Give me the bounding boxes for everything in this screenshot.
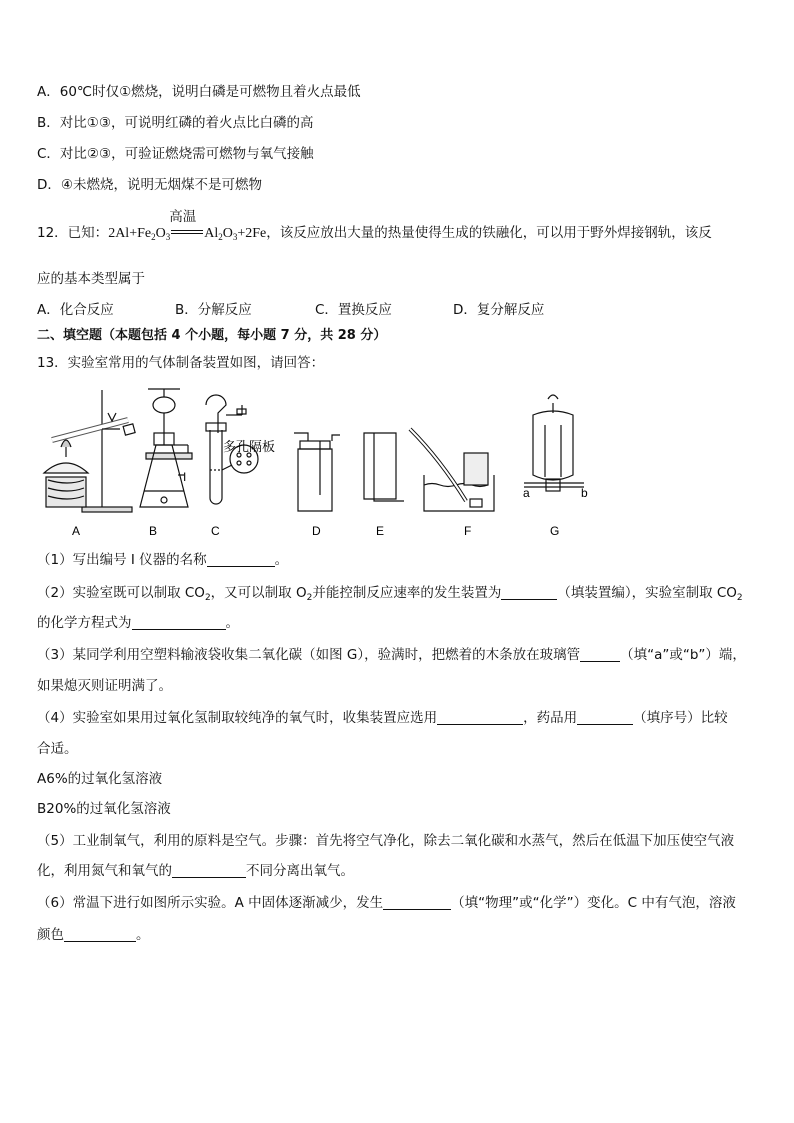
part5-text: 化，利用氮气和氧气的 bbox=[37, 863, 172, 879]
part6-text: （填“物理”或“化学”）变化。C 中有气泡，溶液 bbox=[451, 895, 736, 911]
subscript: 3 bbox=[165, 232, 171, 242]
reactants: 2Al+Fe bbox=[108, 226, 152, 241]
subscript: 2 bbox=[204, 593, 211, 603]
subscript: 2 bbox=[151, 232, 156, 242]
part2-text: （2）实验室既可以制取 CO bbox=[37, 585, 205, 601]
answer-blank[interactable] bbox=[437, 710, 523, 725]
reaction-condition: 高温 bbox=[169, 209, 197, 225]
part2-text: 并能控制反应速率的发生装置为 bbox=[312, 585, 502, 601]
label-i: I bbox=[183, 470, 187, 484]
answer-blank[interactable] bbox=[172, 863, 246, 878]
subscript: 3 bbox=[232, 232, 238, 242]
q13-part4-option-b: B20%的过氧化氢溶液 bbox=[37, 801, 171, 817]
part2-text: ，又可以制取 O bbox=[210, 585, 307, 601]
part4-text: （4）实验室如果用过氧化氢制取较纯净的氧气时，收集装置应选用 bbox=[37, 710, 438, 726]
q11-option-d: D．④未燃烧，说明无烟煤不是可燃物 bbox=[37, 177, 262, 193]
answer-blank[interactable] bbox=[383, 895, 451, 910]
figure-letter-e: E bbox=[376, 524, 385, 538]
part4-text: （填序号）比较 bbox=[633, 710, 728, 726]
figure-letter-b: B bbox=[149, 524, 158, 538]
porous-plate-label: 多孔隔板 bbox=[223, 439, 276, 454]
answer-blank[interactable] bbox=[501, 585, 557, 600]
answer-blank[interactable] bbox=[577, 710, 633, 725]
figure-letter-f: F bbox=[464, 524, 472, 538]
q13-part2 bbox=[37, 584, 743, 607]
figure-letter-d: D bbox=[312, 524, 321, 538]
part6-text: （6）常温下进行如图所示实验。A 中固体逐渐减少，发生 bbox=[37, 895, 384, 911]
q13-part5-line2 bbox=[37, 862, 354, 880]
apparatus-e bbox=[364, 433, 404, 501]
q11-option-c: C．对比②③，可验证燃烧需可燃物与氧气接触 bbox=[37, 146, 314, 162]
figure-letter-c: C bbox=[211, 524, 220, 538]
product-o: O bbox=[222, 226, 233, 241]
q13-part6-line2 bbox=[37, 926, 150, 944]
part1-text: （1）写出编号 I 仪器的名称 bbox=[37, 552, 207, 568]
part4-text: ，药品用 bbox=[523, 710, 578, 726]
answer-blank[interactable] bbox=[64, 927, 136, 942]
figure-letter-g: G bbox=[550, 524, 560, 538]
reaction-equation bbox=[108, 209, 267, 242]
part3-text: （3）某同学利用空塑料输液袋收集二氧化碳（如图 G），验满时，把燃着的木条放在玻璃管 bbox=[37, 647, 581, 663]
q12-prefix: 12．已知： bbox=[37, 225, 109, 241]
apparatus-d bbox=[294, 433, 340, 511]
part2-text: 的化学方程式为 bbox=[37, 615, 132, 631]
q12-option-c: C．置换反应 bbox=[315, 302, 392, 318]
answer-blank[interactable] bbox=[207, 552, 275, 567]
q13-stem: 13．实验室常用的气体制备装置如图，请回答： bbox=[37, 355, 325, 371]
q13-part4 bbox=[37, 709, 728, 727]
answer-blank[interactable] bbox=[132, 615, 226, 630]
q13-part2-line2 bbox=[37, 614, 239, 632]
product-al: Al bbox=[204, 226, 219, 241]
part2-end: 。 bbox=[225, 615, 239, 631]
q12-options bbox=[37, 301, 544, 319]
q11-option-a: A．60℃时仅①燃烧，说明白磷是可燃物且着火点最低 bbox=[37, 84, 361, 100]
q13-part3 bbox=[37, 646, 746, 664]
apparatus-g bbox=[524, 395, 584, 491]
label-b: b bbox=[581, 486, 588, 500]
part3-text: （填“a”或“b”）端， bbox=[620, 647, 746, 663]
section-heading: 二、填空题（本题包括 4 个小题，每小题 7 分，共 28 分） bbox=[37, 328, 387, 343]
reaction-arrow bbox=[169, 209, 203, 239]
figure-letter-a: A bbox=[72, 524, 81, 538]
q12-option-a: A．化合反应 bbox=[37, 302, 114, 318]
q13-part6 bbox=[37, 894, 736, 912]
answer-blank[interactable] bbox=[580, 647, 620, 662]
q12-stem bbox=[37, 209, 712, 246]
part6-end: 。 bbox=[136, 927, 150, 943]
apparatus-f bbox=[410, 429, 494, 511]
q13-part4-option-a: A6%的过氧化氢溶液 bbox=[37, 771, 163, 787]
subscript: 2 bbox=[306, 593, 313, 603]
q13-part3-line2: 如果熄灭则证明满了。 bbox=[37, 678, 172, 694]
q11-option-b: B．对比①③，可说明红磷的着火点比白磷的高 bbox=[37, 115, 314, 131]
q13-part1 bbox=[37, 551, 288, 569]
part1-end: 。 bbox=[274, 552, 289, 568]
q12-stem-line2: 应的基本类型属于 bbox=[37, 271, 145, 287]
q12-option-b: B．分解反应 bbox=[175, 302, 252, 318]
q13-part4-line2: 合适。 bbox=[37, 741, 78, 757]
q13-part5: （5）工业制氧气，利用的原料是空气。步骤：首先将空气净化，除去二氧化碳和水蒸气，然后在低温下加压使空气液 bbox=[37, 833, 735, 849]
product-fe: +2Fe bbox=[237, 226, 267, 241]
subscript: 2 bbox=[218, 232, 223, 242]
part5-text: 不同分离出氧气。 bbox=[246, 863, 354, 879]
apparatus-b bbox=[140, 389, 192, 507]
subscript: 2 bbox=[736, 593, 743, 603]
apparatus-figure bbox=[38, 385, 598, 545]
label-a: a bbox=[523, 486, 530, 500]
oxygen-symbol: O bbox=[155, 226, 166, 241]
part2-text: （填装置编），实验室制取 CO bbox=[557, 585, 737, 601]
part6-text: 颜色 bbox=[37, 927, 64, 943]
q12-suffix: ，该反应放出大量的热量使得生成的铁融化，可以用于野外焊接钢轨，该反 bbox=[266, 225, 712, 241]
apparatus-a bbox=[44, 390, 135, 512]
q12-option-d: D．复分解反应 bbox=[453, 302, 545, 318]
